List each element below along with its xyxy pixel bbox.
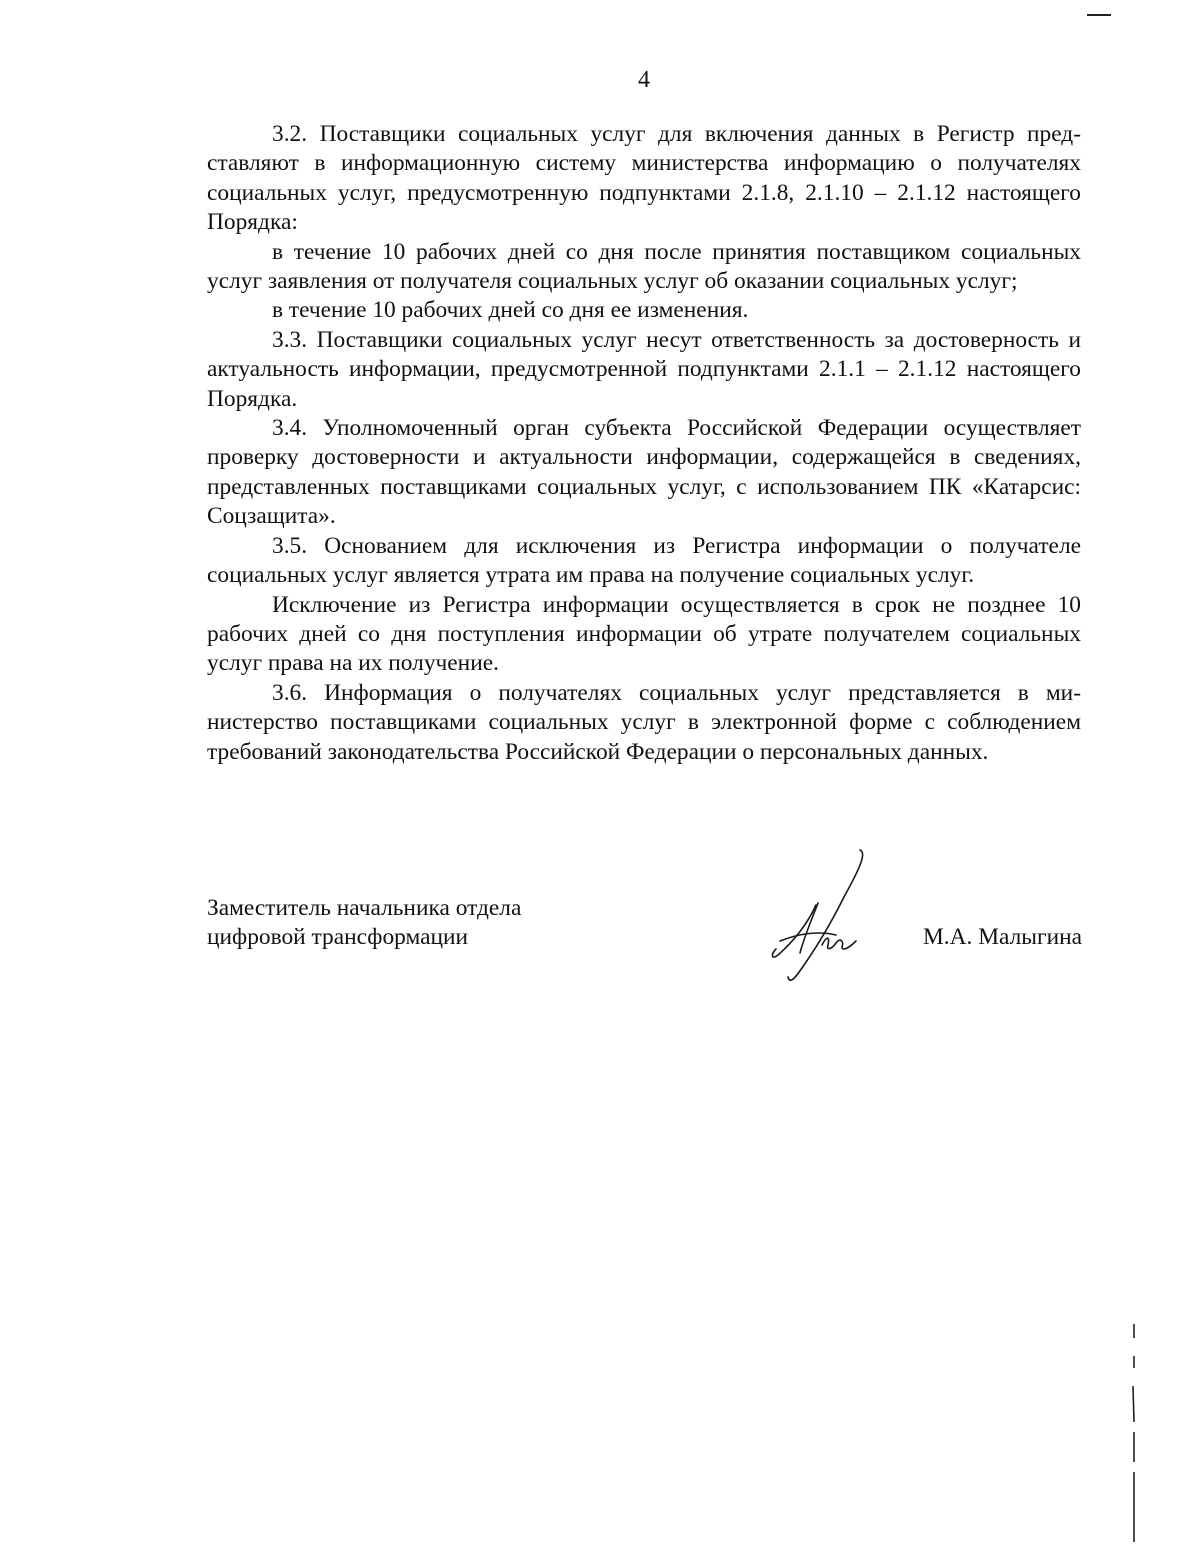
signatory-position-line-2: цифровой трансформации (207, 924, 469, 950)
handwritten-signature-icon (760, 845, 880, 985)
signatory-position-line-1: Заместитель начальника отдела (207, 895, 522, 921)
paragraph-3-6: 3.6. Информация о получателях социальных услуг представляется в министерство поставщиками социальных услуг в электронной форме с соблюдением требований законодательства Российской Федерации о персональных данных. (207, 679, 1081, 765)
paragraph-3-2-term-2: в течение 10 рабочих дней со дня ее изменения. (272, 297, 749, 324)
page-number: 4 (638, 67, 650, 93)
document-body (207, 120, 1081, 767)
paragraph-3-3: 3.3. Поставщики социальных услуг несут ответственность за достоверность и актуальность информации, предусмотренной подпунктами 2.1.1 – 2.1.12 настоящего Порядка. (207, 326, 1081, 412)
signatory-position (207, 894, 521, 952)
signatory-name: М.А. Малыгина (922, 924, 1082, 950)
paragraph-3-5-exclusion: Исключение из Регистра информации осуществляется в срок не позднее 10 рабочих дней со дня поступления информации об утрате получателем социальных услуг права на их получение. (207, 591, 1081, 677)
scan-artifact-right (1131, 1322, 1137, 1552)
paragraph-3-2-term-1: в течение 10 рабочих дней со дня после принятия поставщиком социальных услуг заявления от получателя социальных услуг об оказании социальных услуг; (207, 238, 1081, 295)
paragraph-3-4: 3.4. Уполномоченный орган субъекта Российской Федерации осуществляет проверку достоверности и актуальности информации, содержащейся в сведениях, представленных поставщиками социальных услуг, с использованием ПК «Катарсис: Соцзащита». (207, 415, 1081, 530)
paragraph-3-2: 3.2. Поставщики социальных услуг для включения данных в Регистр представляют в информационную систему министерства информацию о получателях социальных услуг, предусмотренную подпунктами 2.1.8, 2.1.10 – 2.1.12 настоящего Порядка: (207, 121, 1081, 236)
paragraph-3-5: 3.5. Основанием для исключения из Регистра информации о получателе социальных услуг является утрата им права на получение социальных услуг. (207, 532, 1081, 589)
scan-artifact-top (1087, 14, 1111, 16)
